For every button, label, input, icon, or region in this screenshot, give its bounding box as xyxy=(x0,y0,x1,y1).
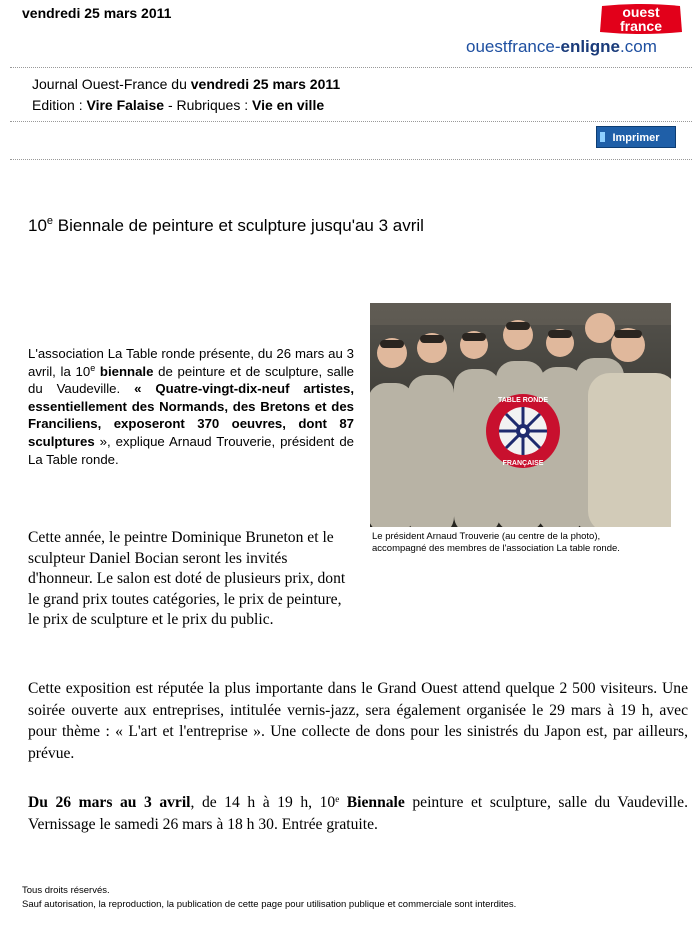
edition-date: vendredi 25 mars 2011 xyxy=(22,5,172,21)
p1-biennale: biennale xyxy=(95,363,154,379)
p1-superscript: e xyxy=(90,362,96,373)
p4-superscript: e xyxy=(335,794,340,804)
p1-text-a: L'association La Table ronde présente, du 26 mars au 3 avril, la 10 xyxy=(28,346,354,379)
article-paragraph-3: Cette exposition est réputée la plus importante dans le Grand Ouest attend quelque 2 500 visiteurs. Une soirée ouverte aux entreprises, intitulée vernis-jazz, sera également organisée le 29 mars à 19 h, avec pour thème : « L'art et l'entreprise ». Une collecte de dons pour les sinistrés du Japon est, par ailleurs, prévue. xyxy=(28,680,688,762)
footer-rights: Tous droits réservés. xyxy=(22,885,110,896)
journal-label: Journal Ouest-France du xyxy=(32,76,191,92)
title-number: 10 xyxy=(28,216,47,235)
rubriques-label: - Rubriques : xyxy=(164,97,252,113)
sign-text-bottom: FRANÇAISE xyxy=(502,460,544,467)
divider xyxy=(10,121,692,122)
p1-quote: « Quatre-vingt-dix-neuf artistes, essentiellement des Normands, des Bretons et des Franciliens, exposeront 370 oeuvres, dont 87 sculptures xyxy=(28,381,354,449)
divider xyxy=(10,67,692,68)
p4-dates: Du 26 mars au 3 avril xyxy=(28,794,191,811)
title-superscript: e xyxy=(46,215,54,227)
photo-caption xyxy=(372,531,620,555)
title-text: Biennale de peinture et sculpture jusqu'au 3 avril xyxy=(53,216,424,235)
site-bold: enligne xyxy=(560,37,621,56)
article-paragraph-4 xyxy=(28,792,688,835)
p4-text-b: peinture et sculpture, salle du Vaudeville. Vernissage le samedi 26 mars à 18 h 30. Entrée gratuite. xyxy=(28,794,688,833)
rubriques-value: Vie en ville xyxy=(252,97,325,113)
logo-word-ouest: ouest xyxy=(622,4,660,20)
article-photo xyxy=(370,303,671,527)
site-link[interactable] xyxy=(466,37,657,57)
logo-word-france: france xyxy=(619,18,663,34)
article-paragraph-1 xyxy=(28,345,354,468)
article-title xyxy=(28,216,424,236)
print-label: Imprimer xyxy=(612,132,660,144)
print-button[interactable] xyxy=(596,126,676,148)
print-icon xyxy=(600,132,605,142)
edition-label: Edition : xyxy=(32,97,87,113)
site-suffix: .com xyxy=(620,37,657,56)
edition-line xyxy=(32,97,324,113)
sign-text-top: TABLE RONDE xyxy=(497,397,549,404)
p1-text-c: de peinture et de sculpture, salle du Vaudeville. xyxy=(28,363,354,397)
edition-value: Vire Falaise xyxy=(86,97,165,113)
ouest-france-logo[interactable] xyxy=(596,3,686,35)
site-prefix: ouestfrance- xyxy=(466,37,561,56)
caption-line: Le président Arnaud Trouverie (au centre de la photo), xyxy=(372,531,601,542)
p4-text-a: , de 14 h à 19 h, 10 xyxy=(190,794,336,811)
article-paragraph-2: Cette année, le peintre Dominique Bruneton et le sculpteur Daniel Bocian seront les invités d'honneur. Le salon est doté de plusieurs prix, dont le grand prix toutes catégories, le prix de peinture, le prix de sculpture et le prix du public. xyxy=(28,529,346,628)
footer-notice: Sauf autorisation, la reproduction, la publication de cette page pour utilisation publique et commerciale sont interdites. xyxy=(22,899,517,910)
p4-biennale: Biennale xyxy=(339,794,405,811)
divider xyxy=(10,159,692,160)
journal-date: vendredi 25 mars 2011 xyxy=(190,76,341,92)
p1-text-end: », explique Arnaud Trouverie, président de La Table ronde. xyxy=(28,433,354,467)
journal-line xyxy=(32,76,340,92)
caption-line: accompagné des membres de l'association La table ronde. xyxy=(372,543,620,554)
